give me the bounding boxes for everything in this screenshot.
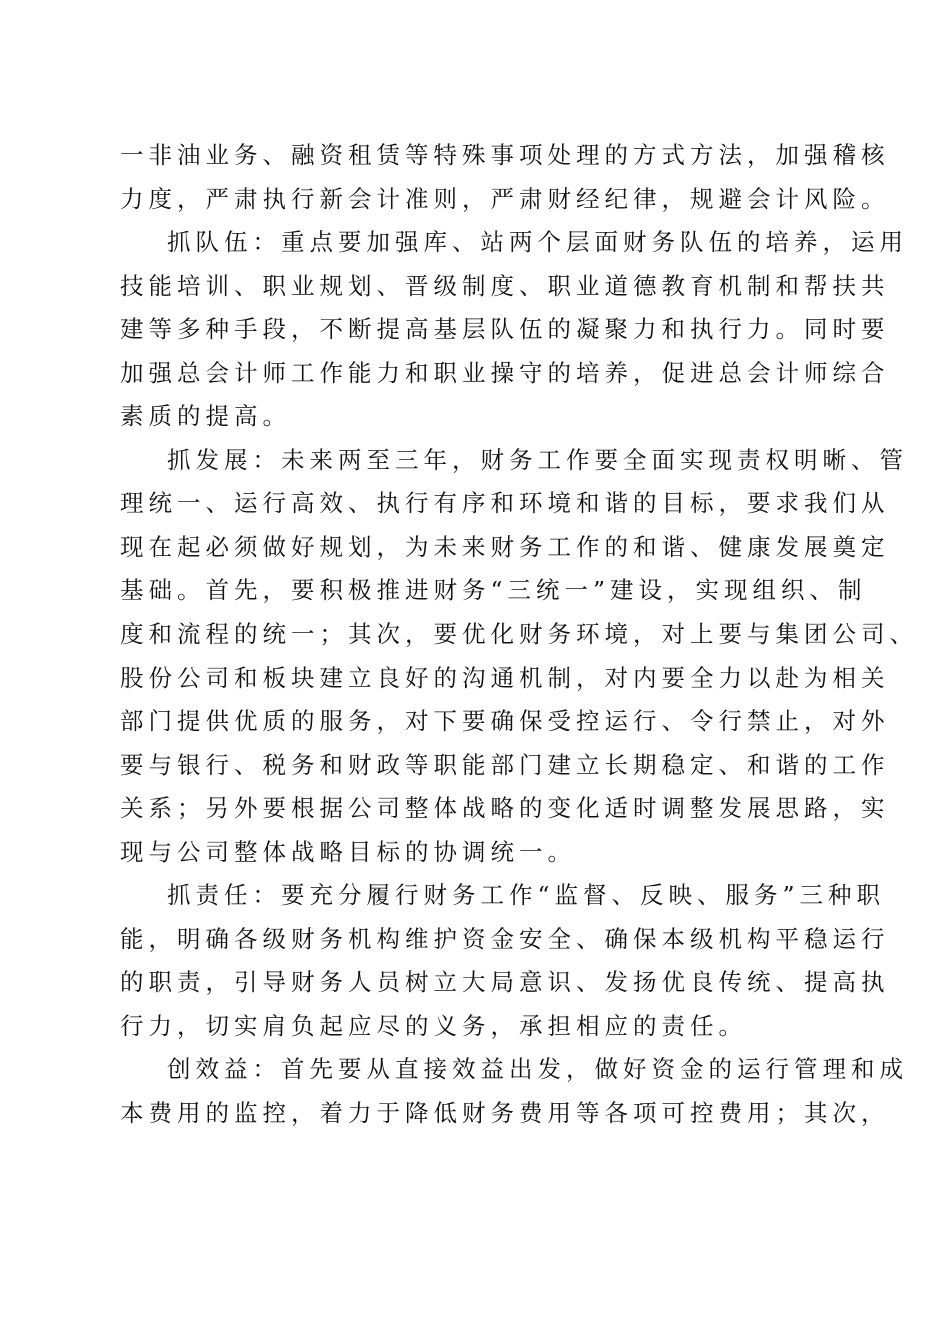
paragraph-benefits bbox=[120, 1048, 908, 1135]
text-line: 技能培训、职业规划、晋级制度、职业道德教育机制和帮扶共 bbox=[120, 271, 890, 300]
text-line: 一非油业务、融资租赁等特殊事项处理的方式方法，加强稽核 bbox=[120, 141, 890, 169]
paragraph-team bbox=[120, 221, 908, 439]
text-line: 创效益：首先要从直接效益出发，做好资金的运行管理和成 bbox=[167, 1055, 908, 1084]
text-line: 抓队伍：重点要加强库、站两个层面财务队伍的培养，运用 bbox=[167, 228, 908, 257]
text-line: 力度，严肃执行新会计准则，严肃财经纪律，规避会计风险。 bbox=[120, 184, 890, 213]
text-line: 素质的提高。 bbox=[120, 402, 291, 431]
text-line: 度和流程的统一；其次，要优化财务环境，对上要与集团公司、 bbox=[120, 620, 918, 649]
text-line: 加强总会计师工作能力和职业操守的培养，促进总会计师综合 bbox=[120, 358, 890, 387]
text-line: 抓责任：要充分履行财务工作“监督、反映、服务”三种职 bbox=[167, 881, 886, 910]
text-line: 基础。首先，要积极推进财务“三统一”建设，实现组织、制 bbox=[120, 576, 867, 605]
text-line: 现在起必须做好规划，为未来财务工作的和谐、健康发展奠定 bbox=[120, 532, 890, 561]
text-line: 能，明确各级财务机构维护资金安全、确保本级机构平稳运行 bbox=[120, 924, 890, 953]
paragraph-continuation bbox=[120, 134, 890, 221]
text-line: 行力，切实肩负起应尽的义务，承担相应的责任。 bbox=[120, 1011, 747, 1040]
text-line: 理统一、运行高效、执行有序和环境和谐的目标，要求我们从 bbox=[120, 489, 890, 518]
text-line: 的职责，引导财务人员树立大局意识、发扬优良传统、提高执 bbox=[120, 968, 890, 997]
text-line: 建等多种手段，不断提高基层队伍的凝聚力和执行力。同时要 bbox=[120, 315, 890, 344]
text-line: 股份公司和板块建立良好的沟通机制，对内要全力以赴为相关 bbox=[120, 663, 890, 692]
text-line: 现与公司整体战略目标的协调统一。 bbox=[120, 837, 576, 866]
paragraph-development bbox=[120, 439, 918, 874]
text-line: 要与银行、税务和财政等职能部门建立长期稳定、和谐的工作 bbox=[120, 750, 890, 779]
text-line: 本费用的监控，着力于降低财务费用等各项可控费用；其次， bbox=[120, 1099, 890, 1128]
text-line: 抓发展：未来两至三年，财务工作要全面实现责权明晰、管 bbox=[167, 445, 908, 474]
body-text bbox=[120, 134, 918, 1136]
text-line: 部门提供优质的服务，对下要确保受控运行、令行禁止，对外 bbox=[120, 707, 890, 736]
text-line: 关系；另外要根据公司整体战略的变化适时调整发展思路，实 bbox=[120, 794, 890, 823]
paragraph-responsibility bbox=[120, 874, 890, 1048]
